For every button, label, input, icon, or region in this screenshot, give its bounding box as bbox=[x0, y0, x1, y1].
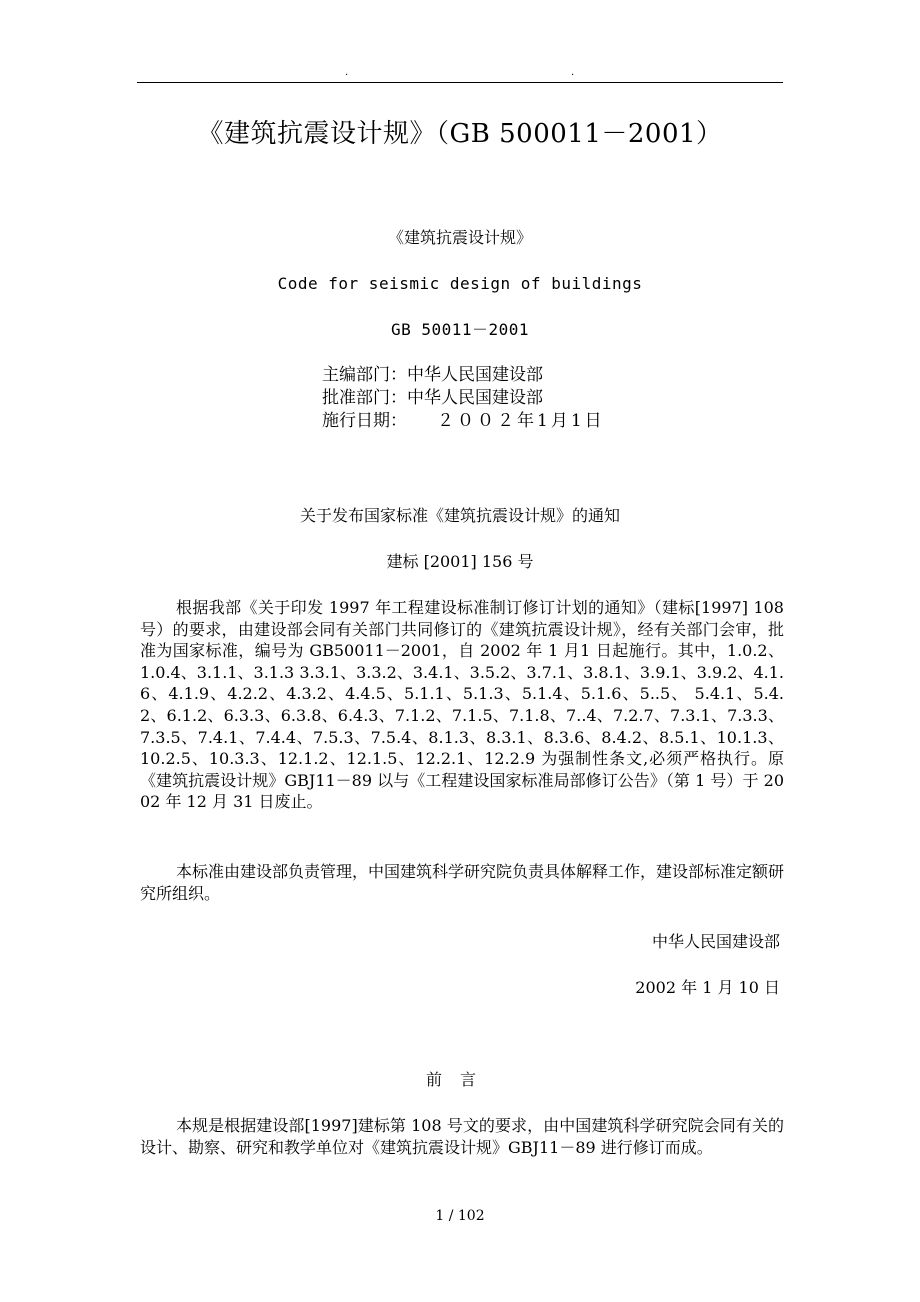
cover-name-en: Code for seismic design of buildings bbox=[277, 274, 643, 293]
notice-number: 建标 [2001] 156 号 bbox=[386, 552, 534, 571]
notice-title: 关于发布国家标准《建筑抗震设计规》的通知 bbox=[299, 506, 620, 525]
editor-row bbox=[322, 364, 605, 387]
document-title: 《建筑抗震设计规》（GB 500011－2001） bbox=[197, 119, 723, 149]
effective-label: 施行日期： bbox=[322, 411, 407, 431]
header-rule bbox=[137, 82, 783, 83]
page-number: 1 / 102 bbox=[435, 1208, 485, 1224]
effective-value: ２００２年1月1日 bbox=[437, 411, 605, 431]
editor-label: 主编部门： bbox=[322, 365, 407, 385]
cover-meta bbox=[322, 364, 605, 433]
preface-heading: 前言 bbox=[425, 1070, 494, 1089]
header-dot-right: . bbox=[571, 67, 575, 78]
cover-name-cn: 《建筑抗震设计规》 bbox=[387, 228, 532, 247]
notice-signature: 中华人民国建设部 bbox=[651, 932, 780, 951]
notice-paragraph-1: 根据我部《关于印发 1997 年工程建设标准制订修订计划的通知》（建标[1997] 108 号）的要求，由建设部会同有关部门共同修订的《建筑抗震设计规》，经有关部门会审，批准为国家标准，编号为 GB50011－2001，自 2002 年 1 月1 日起施行。其中，1.0.2、1.0.4、3.1.1、3.1.3 3.3.1、3.3.2、3.4.1、3.5.2、3.7.1、3.8.1、3.9.1、3.9.2、4.1.6、4.1.9、4.2.2、4.3.2、4.4.5、5.1.1、5.1.3、5.1.4、5.1.6、5..5、 5.4.1、5.4.2、6.1.2、6.3.3、6.3.8、6.4.3、7.1.2、7.1.5、7.1.8、7..4、7.2.7、7.3.1、7.3.3、7.3.5、7.4.1、7.4.4、7.5.3、7.5.4、8.1.3、8.3.1、8.3.6、8.4.2、8.5.1、10.1.3、10.2.5、10.3.3、12.1.2、12.1.5、12.2.1、12.2.9 为强制性条文,必须严格执行。原《建筑抗震设计规》GBJ11－89 以与《工程建设国家标准局部修订公告》（第 1 号）于 2002 年 12 月 31 日废止。 bbox=[140, 598, 784, 812]
notice-date: 2002 年 1 月 10 日 bbox=[635, 978, 780, 997]
notice-paragraph-2: 本标准由建设部负责管理，中国建筑科学研究院负责具体解释工作，建设部标准定额研究所组织。 bbox=[140, 862, 785, 903]
effective-date-row bbox=[322, 410, 605, 433]
preface-paragraph: 本规是根据建设部[1997]建标第 108 号文的要求，由中国建筑科学研究院会同有关的设计、勘察、研究和教学单位对《建筑抗震设计规》GBJ11－89 进行修订而成。 bbox=[140, 1116, 784, 1157]
editor-value: 中华人民国建设部 bbox=[407, 365, 543, 385]
cover-code: GB 50011－2001 bbox=[390, 320, 530, 339]
header-dot-left: . bbox=[345, 67, 349, 78]
approver-value: 中华人民国建设部 bbox=[407, 388, 543, 408]
approver-row bbox=[322, 387, 605, 410]
approver-label: 批准部门： bbox=[322, 388, 407, 408]
